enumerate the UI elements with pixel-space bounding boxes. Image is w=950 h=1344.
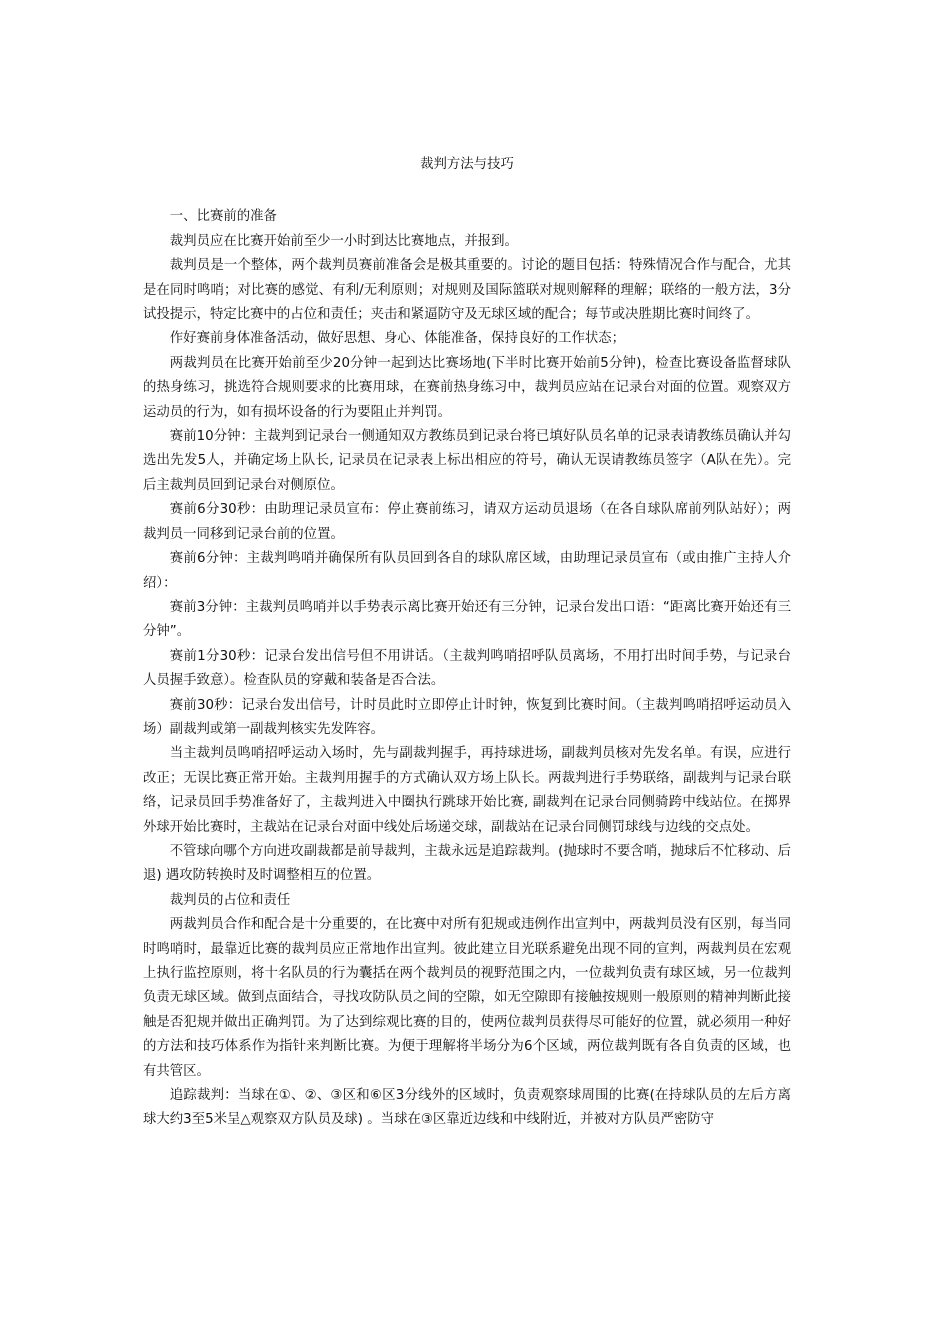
paragraph: 两裁判员在比赛开始前至少20分钟一起到达比赛场地(下半时比赛开始前5分钟)，检查比赛设备监督球队的热身练习，挑选符合规则要求的比赛用球，在赛前热身练习中，裁判员应站在记录台对面的位置。观察双方运动员的行为，如有损坏设备的行为要阻止并判罚。: [143, 355, 791, 420]
paragraph: 裁判员应在比赛开始前至少一小时到达比赛地点，并报到。: [169, 233, 518, 249]
paragraph: 赛前6分30秒：由助理记录员宣布：停止赛前练习，请双方运动员退场（在各自球队席前列队站好）；两裁判员一同移到记录台前的位置。: [143, 502, 791, 542]
paragraph: 两裁判员合作和配合是十分重要的，在比赛中对所有犯规或违例作出宣判中，两裁判员没有区别，每当同时鸣哨时，最靠近比赛的裁判员应正常地作出宣判。彼此建立目光联系避免出现不同的宣判，两裁判员在宏观上执行监控原则，将十名队员的行为囊括在两个裁判员的视野范围之内，一位裁判负责有球区域，另一位裁判负责无球区域。做到点面结合，寻找攻防队员之间的空隙，如无空隙即有接触按规则一般原则的精神判断此接触是否犯规并做出正确判罚。为了达到综观比赛的目的，使两位裁判员获得尽可能好的位置，就必须用一种好的方法和技巧体系作为指针来判断比赛。为便于理解将半场分为6个区域，两位裁判既有各自负责的区域，也有共管区。: [143, 917, 791, 1079]
paragraph: 赛前30秒：记录台发出信号，计时员此时立即停止计时钟，恢复到比赛时间。（主裁判鸣哨招呼运动员入场）副裁判或第一副裁判核实先发阵容。: [143, 697, 791, 737]
paragraph: 赛前1分30秒：记录台发出信号但不用讲话。（主裁判鸣哨招呼队员离场，不用打出时间手势，与记录台人员握手致意）。检查队员的穿戴和装备是否合法。: [143, 648, 791, 689]
paragraph: 赛前6分钟：主裁判鸣哨并确保所有队员回到各自的球队席区域，由助理记录员宣布（或由推广主持人介绍）：: [143, 551, 791, 591]
section-heading-preparation: 一、比赛前的准备: [169, 209, 277, 225]
paragraph: 裁判员是一个整体，两个裁判员赛前准备会是极其重要的。讨论的题目包括：特殊情况合作与配合，尤其是在同时鸣哨；对比赛的感觉、有利/无利原则；对规则及国际篮联对规则解释的理解；联络的一般方法，3分试投提示，特定比赛中的占位和责任；夹击和紧逼防守及无球区域的配合；每节或决胜期比赛时间终了。: [143, 258, 791, 323]
document-title: 裁判方法与技巧: [420, 157, 514, 172]
section-heading-positions: 裁判员的占位和责任: [169, 892, 291, 908]
paragraph: 追踪裁判：当球在①、②、③区和⑥区3分线外的区域时，负责观察球周围的比赛(在持球队员的左后方离球大约3至5米呈△观察双方队员及球) 。当球在③区靠近边线和中线附近，并被对方队员严密防守: [143, 1088, 791, 1128]
document-body: [143, 153, 791, 1133]
paragraph: 赛前3分钟：主裁判员鸣哨并以手势表示离比赛开始还有三分钟，记录台发出口语：“距离比赛开始还有三分钟”。: [143, 599, 791, 640]
paragraph: 当主裁判员鸣哨招呼运动入场时，先与副裁判握手，再持球进场，副裁判员核对先发名单。有误，应进行改正；无误比赛正常开始。主裁判用握手的方式确认双方场上队长。两裁判进行手势联络，副裁判与记录台联络，记录员回手势准备好了，主裁判进入中圈执行跳球开始比赛, 副裁判在记录台同侧骑跨中线站位。在掷界外球开始比赛时，主裁站在记录台对面中线处后场递交球，副裁站在记录台同侧罚球线与边线的交点处。: [143, 746, 791, 835]
paragraph: 作好赛前身体准备活动，做好思想、身心、体能准备，保持良好的工作状态；: [169, 331, 626, 347]
paragraph: 不管球向哪个方向进攻副裁都是前导裁判，主裁永远是追踪裁判。(抛球时不要含哨，抛球后不忙移动、后退) 遇攻防转换时及时调整相互的位置。: [143, 843, 791, 884]
paragraph: 赛前10分钟：主裁判到记录台一侧通知双方教练员到记录台将已填好队员名单的记录表请教练员确认并勾选出先发5人，并确定场上队长, 记录员在记录表上标出相应的符号，确认无误请教练员签字（A队在先）。完后主裁判员回到记录台对侧原位。: [143, 429, 791, 493]
